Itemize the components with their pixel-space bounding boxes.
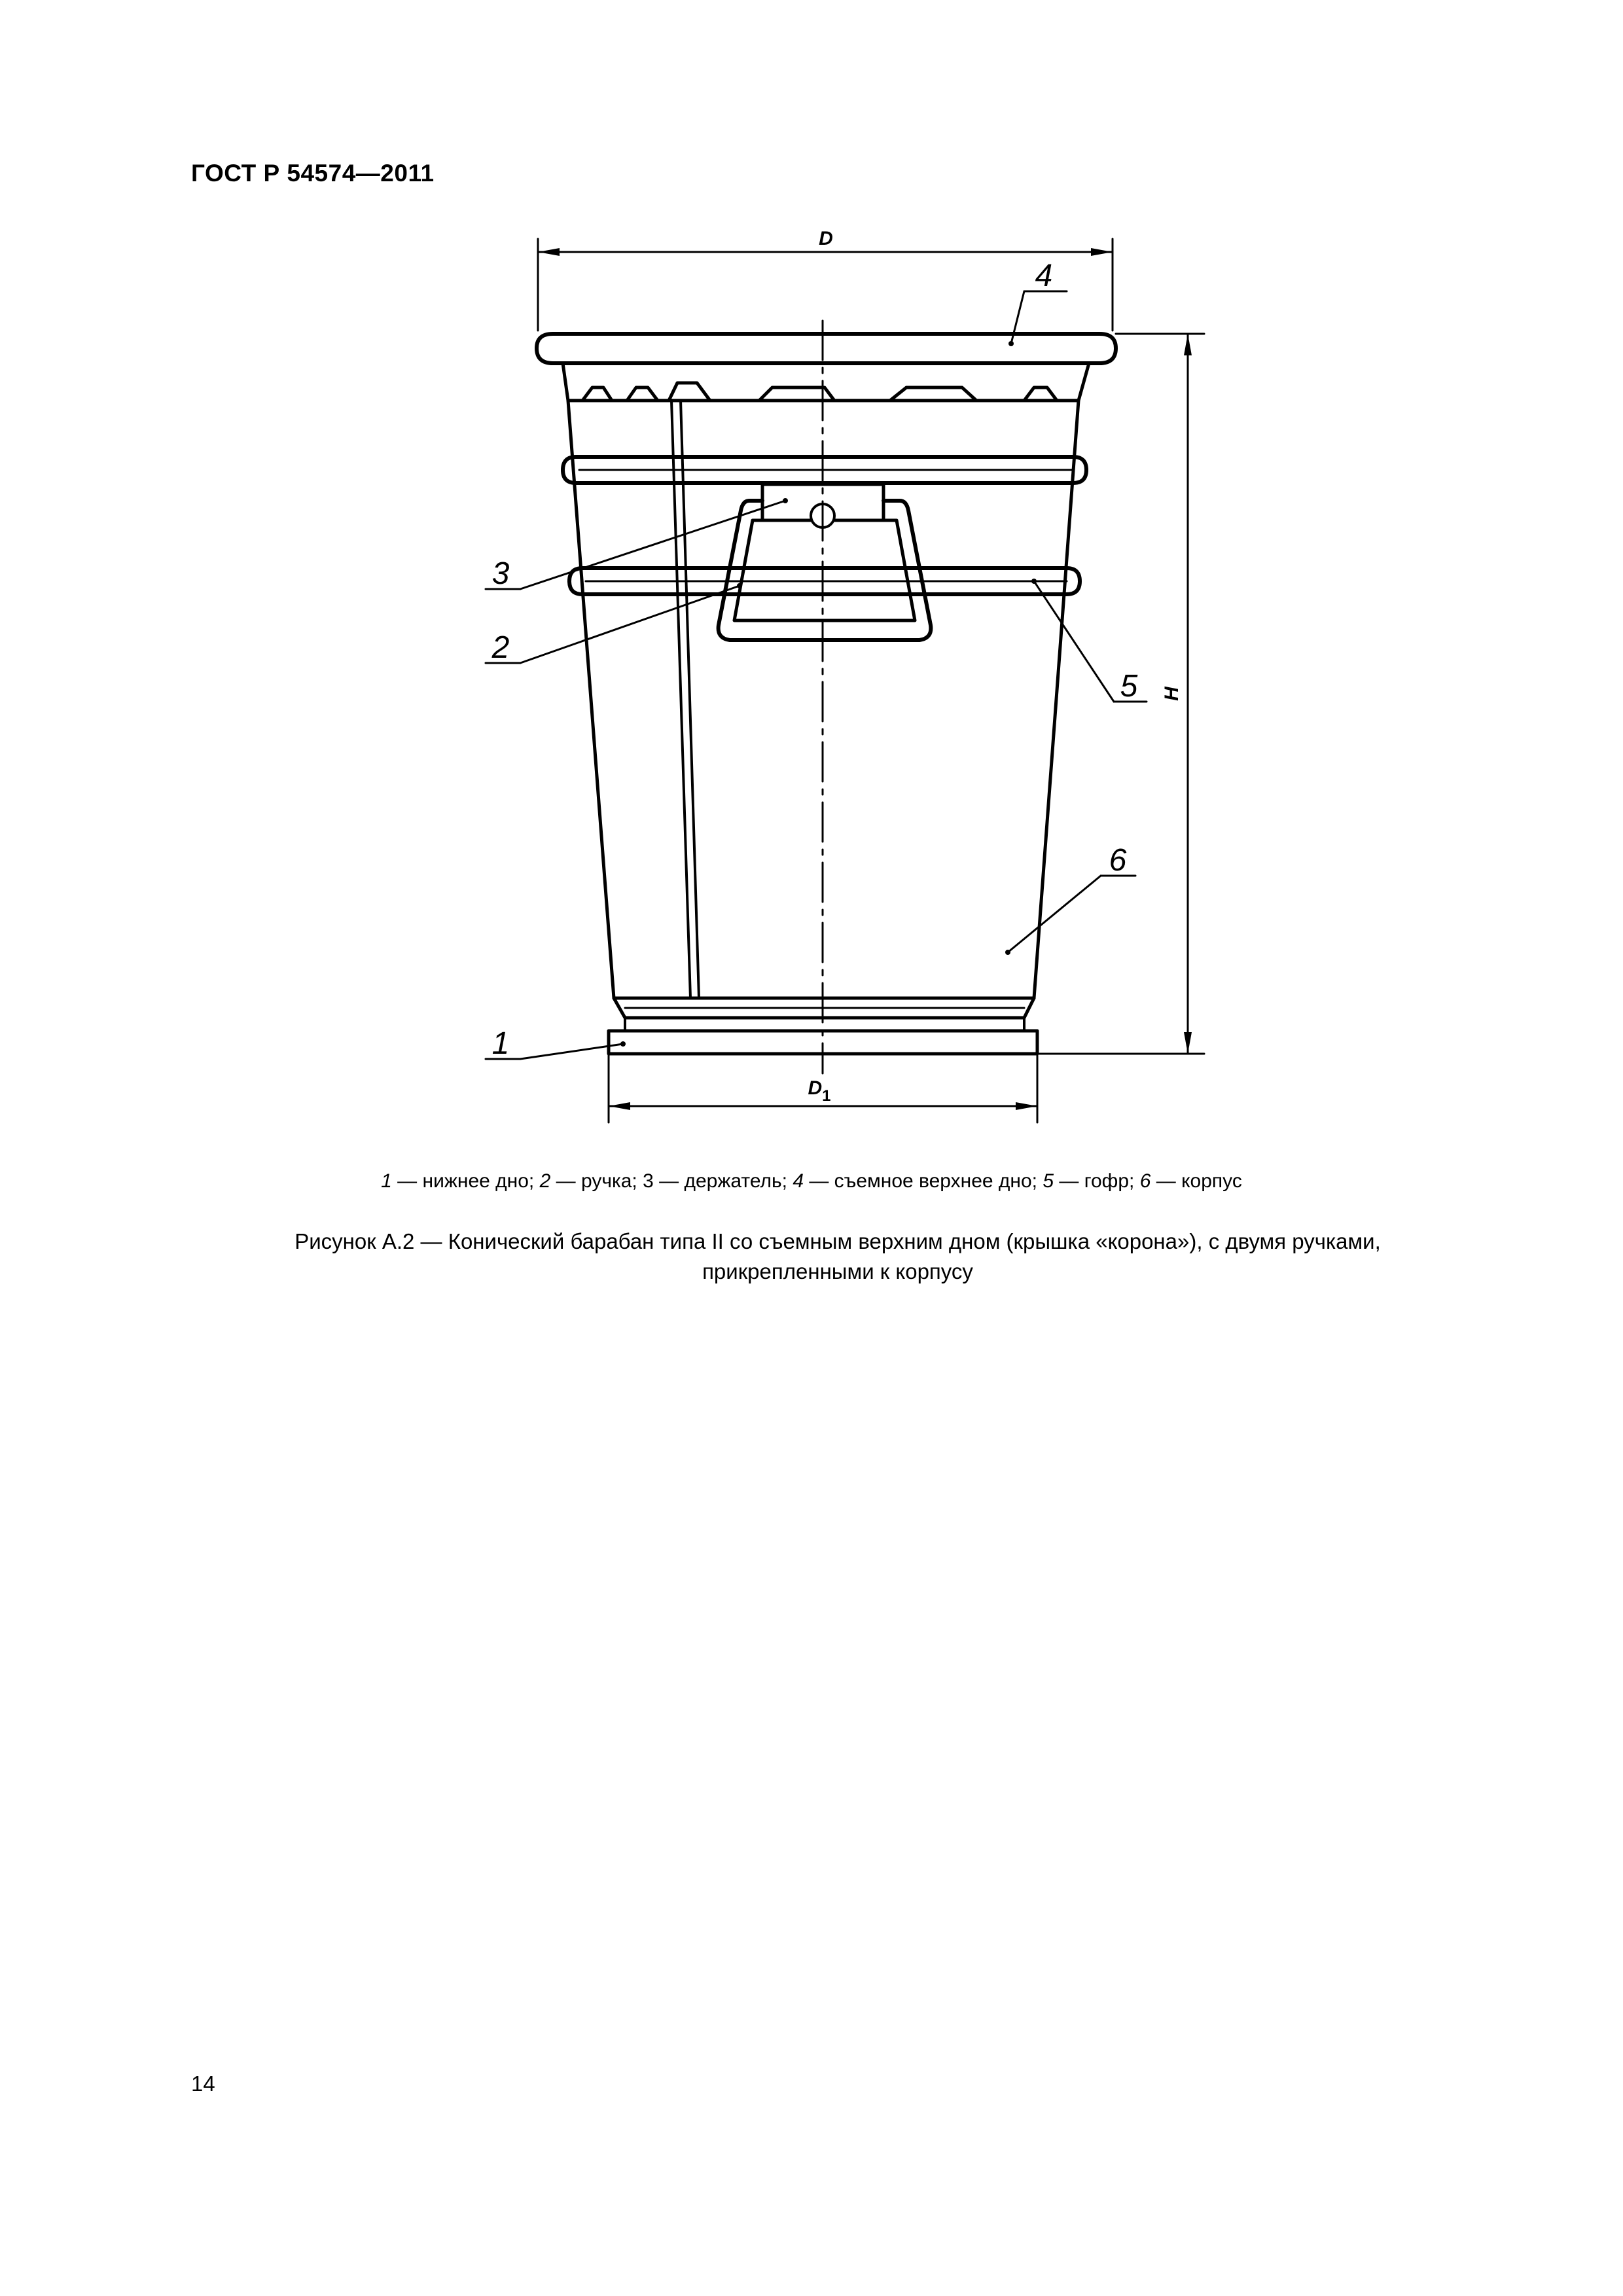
figure-legend [0,1170,1623,1193]
legend-item: 2 — ручка; [539,1170,643,1192]
svg-text:4: 4 [1035,259,1053,293]
legend-item: 3 — держатель; [643,1170,793,1192]
dimension-label-h: H [1161,687,1183,701]
svg-text:6: 6 [1109,843,1127,878]
dimension-label-d1: $D_1$ [808,1077,831,1105]
legend-item: 5 — гофр; [1043,1170,1140,1192]
svg-text:2: 2 [491,630,510,665]
caption-line-1: Рисунок А.2 — Конический барабан типа II со съемным верхним дном (крышка «корона»), с двумя ручками, [294,1229,1381,1253]
legend-item: 4 — съемное верхнее дно; [793,1170,1043,1192]
svg-text:5: 5 [1120,669,1138,704]
legend-item: 6 — корпус [1139,1170,1242,1192]
caption-line-2: прикрепленными к корпусу [702,1259,973,1283]
svg-text:1: 1 [491,1026,510,1061]
dimension-top-diameter [538,228,1113,331]
callout-5 [1031,579,1147,704]
callout-1 [486,1026,626,1061]
document-header: ГОСТ Р 54574—2011 [191,160,435,187]
page-number: 14 [191,2072,215,2096]
dimension-label-d: D [819,228,833,249]
svg-text:3: 3 [491,556,510,591]
handle-assembly [719,484,931,640]
removable-top-lid [537,334,1116,401]
callout-6 [1005,843,1135,955]
figure-caption [216,1227,1459,1287]
legend-item: 1 — нижнее дно; [381,1170,540,1192]
